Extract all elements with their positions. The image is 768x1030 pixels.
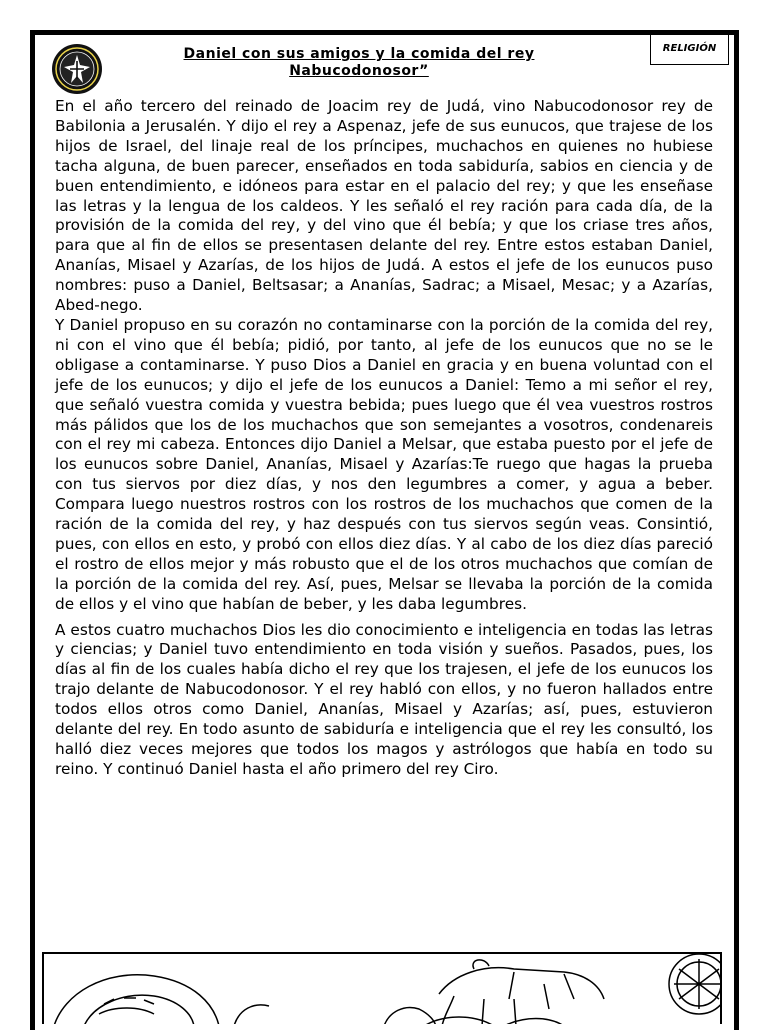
title-line-2: Nabucodonosor” — [289, 63, 429, 79]
coloring-illustration-icon — [44, 954, 722, 1024]
paragraph: Y Daniel propuso en su corazón no contaminarse con la porción de la comida del rey, ni con el vino que él bebía; pidió, por tanto, al jefe de los eunucos que no se le obligase a contaminarse. Y puso Dios a Daniel en gracia y en buena voluntad con el jefe de los eunucos; y dijo el jefe de los eunucos a Daniel: Temo a mi señor el rey, que señaló vuestra comida y vuestra bebida; pues luego que él vea vuestros rostros más pálidos que los de los muchachos que son semejantes a vosotros, condenareis con el rey mi cabeza. Entonces dijo Daniel a Melsar, que estaba puesto por el jefe de los eunucos sobre Daniel, Ananías, Misael y Azarías:Te ruego que hagas la prueba con tus siervos por diez días, y nos den legumbres a comer, y agua a beber. Compara luego nuestros rostros con los rostros de los muchachos que comen de la ración de la comida del rey, y haz después con tus siervos según veas. Consintió, pues, con ellos en esto, y probó con ellos diez días. Y al cabo de los diez días pareció el rostro de ellos mejor y más robusto que el de los otros muchachos que comían de la porción de la comida del rey. Así, pues, Melsar se llevaba la porción de la comida de ellos y el vino que habían de beber, y les daba legumbres. — [55, 315, 713, 613]
school-crest-icon — [50, 43, 104, 95]
title-line-1: Daniel con sus amigos y la comida del rey — [183, 46, 535, 62]
subject-badge: RELIGIÓN — [650, 34, 729, 65]
document-title — [120, 46, 598, 80]
paragraph: A estos cuatro muchachos Dios les dio conocimiento e inteligencia en todas las letras y ciencias; y Daniel tuvo entendimiento en toda visión y sueños. Pasados, pues, los días al fin de los cuales había dicho el rey que los trajesen, el jefe de los eunucos los trajo delante de Nabucodonosor. Y el rey habló con ellos, y no fueron hallados entre todos ellos otros como Daniel, Ananías, Misael y Azarías; así, pues, estuvieron delante del rey. En todo asunto de sabiduría e inteligencia que el rey les consultó, los halló diez veces mejores que todos los magos y astrólogos que había en todo su reino. Y continuó Daniel hasta el año primero del rey Ciro. — [55, 620, 713, 778]
story-text — [55, 97, 713, 780]
coloring-illustration — [42, 952, 722, 1024]
paragraph: En el año tercero del reinado de Joacim rey de Judá, vino Nabucodonosor rey de Babilonia a Jerusalén. Y dijo el rey a Aspenaz, jefe de sus eunucos, que trajese de los hijos de Israel, del linaje real de los príncipes, muchachos en quienes no hubiese tacha alguna, de buen parecer, enseñados en toda sabiduría, sabios en ciencia y de buen entendimiento, e idóneos para estar en el palacio del rey; y que les enseñase las letras y la lengua de los caldeos. Y les señaló el rey ración para cada día, de la provisión de la comida del rey, y del vino que él bebía; y que los criase tres años, para que al fin de ellos se presentasen delante del rey. Entre estos estaban Daniel, Ananías, Misael y Azarías, de los hijos de Judá. A estos el jefe de los eunucos puso nombres: puso a Daniel, Beltsasar; a Ananías, Sadrac; a Misael, Mesac; y a Azarías, Abed-nego. — [55, 97, 713, 315]
